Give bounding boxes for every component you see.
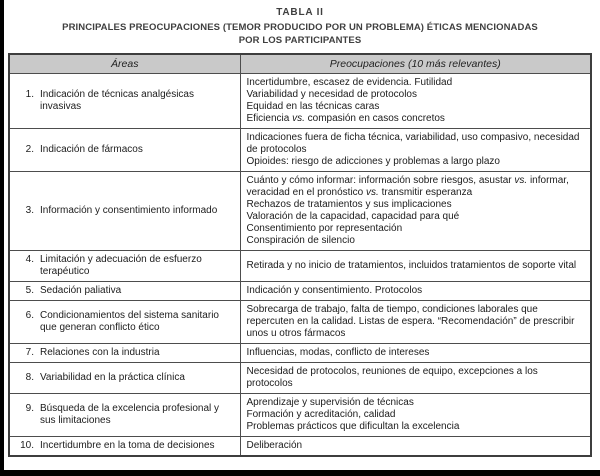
concern-item: Indicaciones fuera de ficha técnica, variabilidad, uso compasivo, necesidad de protocolos: [246, 132, 580, 155]
concern-item: Equidad en las técnicas caras: [246, 101, 380, 112]
concern-item: Valoración de la capacidad, capacidad para qué: [246, 211, 460, 222]
concerns-cell: [240, 172, 591, 251]
concern-item: Consentimiento por representación: [246, 223, 403, 234]
area-cell: [9, 282, 240, 301]
area-number: 1.: [25, 89, 34, 100]
concerns-cell: [240, 74, 591, 129]
area-cell: [9, 363, 240, 394]
title-block: [0, 0, 600, 47]
table-row: [9, 301, 591, 344]
table-row: [9, 282, 591, 301]
header-areas: Áreas: [9, 54, 240, 74]
concern-item: Necesidad de protocolos, reuniones de equipo, excepciones a los protocolos: [246, 366, 538, 389]
area-cell: [9, 129, 240, 172]
concern-item: Opioides: riesgo de adicciones y problemas a largo plazo: [246, 156, 500, 167]
area-number: 4.: [25, 254, 34, 265]
area-number: 8.: [25, 372, 34, 383]
area-number: 5.: [25, 285, 34, 296]
area-number: 2.: [25, 144, 34, 155]
concern-item: Deliberación: [246, 440, 303, 451]
table-title: TABLA II: [276, 7, 324, 18]
concerns-cell: [240, 394, 591, 437]
area-number: 3.: [25, 205, 34, 216]
area-cell: [9, 301, 240, 344]
area-wrap: [14, 347, 236, 359]
concerns-cell: [240, 282, 591, 301]
area-number: 7.: [25, 347, 34, 358]
concern-item: Retirada y no inicio de tratamientos, incluidos tratamientos de soporte vital: [246, 260, 577, 271]
area-text: Condicionamientos del sistema sanitario que generan conflicto ético: [40, 310, 219, 333]
scan-edge-left: [0, 0, 4, 476]
concern-item: Cuánto y cómo informar: información sobre riesgos, asustar vs. informar, veracidad en el pronóstico vs. transmitir esperanza: [246, 175, 569, 198]
area-text: Variabilidad en la práctica clínica: [40, 372, 185, 383]
concerns-cell: [240, 437, 591, 457]
concern-item: Aprendizaje y supervisión de técnicas: [246, 397, 414, 408]
area-text: Incertidumbre en la toma de decisiones: [40, 440, 215, 451]
concern-item: Formación y acreditación, calidad: [246, 409, 396, 420]
concerns-cell: [240, 363, 591, 394]
header-row: [9, 54, 591, 74]
concern-item: Variabilidad y necesidad de protocolos: [246, 89, 417, 100]
concern-item: Indicación y consentimiento. Protocolos: [246, 285, 423, 296]
area-text: Indicación de técnicas analgésicas invasivas: [40, 89, 194, 112]
concern-item: Conspiración de silencio: [246, 235, 355, 246]
area-cell: [9, 74, 240, 129]
area-wrap: [14, 205, 236, 217]
concern-item: Sobrecarga de trabajo, falta de tiempo, condiciones laborales que repercuten en la calidad. Listas de espera. “Recomendación” de prescribir unos u otros fármacos: [246, 304, 575, 339]
area-cell: [9, 172, 240, 251]
table-row: [9, 437, 591, 457]
table-row: [9, 363, 591, 394]
table-row: [9, 74, 591, 129]
concerns-cell: [240, 344, 591, 363]
area-text: Búsqueda de la excelencia profesional y sus limitaciones: [40, 403, 220, 426]
table-subtitle-line-2: POR LOS PARTICIPANTES: [238, 35, 362, 46]
area-cell: [9, 437, 240, 457]
concern-item: Incertidumbre, escasez de evidencia. Futilidad: [246, 77, 453, 88]
table-subtitle: [0, 21, 600, 47]
concern-item: Rechazos de tratamientos y sus implicaciones: [246, 199, 452, 210]
area-number: 6.: [25, 310, 34, 321]
table-row: [9, 394, 591, 437]
table-row: [9, 172, 591, 251]
area-wrap: [14, 285, 236, 297]
area-wrap: [14, 440, 236, 452]
table-row: [9, 129, 591, 172]
area-text: Sedación paliativa: [40, 285, 122, 296]
area-wrap: [14, 310, 236, 334]
area-wrap: [14, 254, 236, 278]
area-wrap: [14, 403, 236, 427]
area-wrap: [14, 89, 236, 113]
table-subtitle-line-1: PRINCIPALES PREOCUPACIONES (TEMOR PRODUCIDO POR UN PROBLEMA) ÉTICAS MENCIONADAS: [62, 22, 538, 33]
area-text: Indicación de fármacos: [40, 144, 143, 155]
area-wrap: [14, 372, 236, 384]
area-text: Información y consentimiento informado: [40, 205, 218, 216]
scan-edge-bottom: [0, 470, 600, 476]
concerns-table: [8, 53, 592, 457]
area-cell: [9, 394, 240, 437]
area-number: 9.: [25, 403, 34, 414]
header-concerns: Preocupaciones (10 más relevantes): [240, 54, 591, 74]
table-row: [9, 251, 591, 282]
concern-item: Influencias, modas, conflicto de intereses: [246, 347, 430, 358]
area-cell: [9, 344, 240, 363]
concern-item: Eficiencia vs. compasión en casos concretos: [246, 113, 445, 124]
concern-item: Problemas prácticos que dificultan la excelencia: [246, 421, 460, 432]
concerns-cell: [240, 301, 591, 344]
concerns-cell: [240, 129, 591, 172]
area-text: Relaciones con la industria: [40, 347, 160, 358]
table-header: [9, 54, 591, 74]
table-row: [9, 344, 591, 363]
area-number: 10.: [20, 440, 34, 451]
area-wrap: [14, 144, 236, 156]
area-cell: [9, 251, 240, 282]
table-body: [9, 74, 591, 457]
concerns-cell: [240, 251, 591, 282]
area-text: Limitación y adecuación de esfuerzo terapéutico: [40, 254, 202, 277]
